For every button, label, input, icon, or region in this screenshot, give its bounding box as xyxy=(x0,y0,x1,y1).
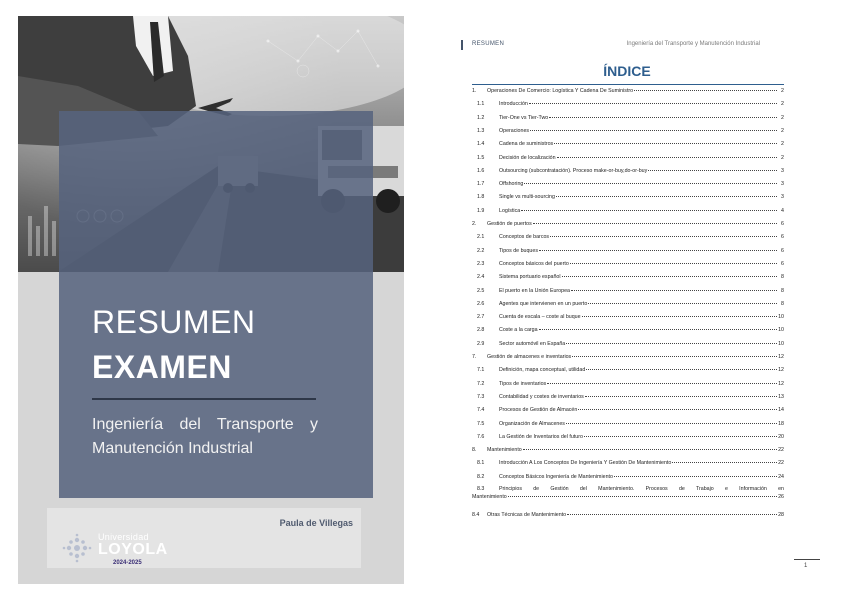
toc-leader-dots xyxy=(539,250,777,251)
toc-leader-dots xyxy=(566,423,777,424)
toc-entry[interactable] xyxy=(472,181,784,191)
toc-entry-title: Conceptos de barcos xyxy=(499,234,550,241)
toc-entry[interactable] xyxy=(472,512,784,522)
toc-leader-dots xyxy=(508,496,777,497)
toc-entry-page: 2 xyxy=(781,88,784,94)
toc-entry-number: 8.1 xyxy=(477,460,485,467)
toc-entry-page: 2 xyxy=(781,154,784,161)
toc-entry-page: 14 xyxy=(778,407,784,414)
toc-entry-title: Sector automóvil en España xyxy=(499,340,566,347)
toc-entry-title: Operaciones De Comercio: Logística Y Cadena De Suministro xyxy=(487,88,634,94)
logo-universidad-text: Universidad xyxy=(98,532,149,542)
toc-leader-dots xyxy=(554,143,777,144)
toc-entry-title: Mantenimiento xyxy=(487,447,522,454)
toc-entry-number: 1.5 xyxy=(477,154,485,161)
toc-entry-title: Definición, mapa conceptual, utilidad xyxy=(499,367,586,374)
toc-leader-dots xyxy=(586,369,777,370)
toc-entry-title: Agentes que intervienen en un puerto xyxy=(499,300,588,307)
toc-entry-title: Offshoring xyxy=(499,181,524,188)
toc-leader-dots xyxy=(582,316,777,317)
toc-entry[interactable] xyxy=(472,288,784,298)
toc-entry-title: Contabilidad y costes de inventarios xyxy=(499,393,584,400)
toc-entry-number: 2.7 xyxy=(477,314,485,321)
toc-entry-number: 1.7 xyxy=(477,181,485,188)
toc-entry-number: 1.2 xyxy=(477,114,485,121)
toc-entry-page: 24 xyxy=(778,473,784,480)
toc-entry-number: 2.8 xyxy=(477,327,485,334)
toc-entry-page: 12 xyxy=(778,367,784,374)
toc-entry-number: 2.6 xyxy=(477,300,485,307)
toc-leader-dots xyxy=(549,117,777,118)
toc-entry[interactable] xyxy=(472,341,784,351)
toc-leader-dots xyxy=(588,303,777,304)
toc-entry-page: 6 xyxy=(781,247,784,254)
toc-entry-number: 1.1 xyxy=(477,101,485,108)
toc-leader-dots xyxy=(533,223,777,224)
toc-entry-page: 8 xyxy=(781,287,784,294)
toc-entry-number: 2.9 xyxy=(477,340,485,347)
toc-entry-page: 2 xyxy=(781,127,784,134)
toc-entry-page: 20 xyxy=(778,433,784,440)
toc-leader-dots xyxy=(557,157,777,158)
toc-title: ÍNDICE xyxy=(603,63,651,79)
toc-leader-dots xyxy=(648,170,777,171)
cover-page xyxy=(18,16,404,584)
toc-entry[interactable] xyxy=(472,234,784,244)
toc-entry-number: 7.4 xyxy=(477,407,485,414)
header-right: Ingeniería del Transporte y Manutención Industrial xyxy=(626,41,760,47)
toc-entry-title: Tier-One vs Tier-Two xyxy=(499,114,549,121)
toc-entry-title: Decisión de localización xyxy=(499,154,556,161)
toc-entry[interactable] xyxy=(472,407,784,417)
toc-entry-title: Gestión de puertos xyxy=(487,221,532,227)
toc-entry-number: 7.1 xyxy=(477,367,485,374)
toc-leader-dots xyxy=(614,476,777,477)
toc-leader-dots xyxy=(634,90,777,91)
toc-entry-number: 2.5 xyxy=(477,287,485,294)
toc-entry-number: 1.9 xyxy=(477,207,485,214)
toc-entry-page: 28 xyxy=(778,512,784,519)
toc-entry-page: 2 xyxy=(781,101,784,108)
toc-entry[interactable] xyxy=(472,221,784,231)
toc-entry-title: Introducción A Los Conceptos De Ingeniería Y Gestión De Mantenimiento xyxy=(499,460,672,467)
toc-leader-dots xyxy=(570,263,777,264)
toc-entry[interactable] xyxy=(472,274,784,284)
cover-subtitle: Ingeniería del Transporte y Manutención Industrial xyxy=(92,416,318,457)
logo-name-text: LOYOLA xyxy=(98,541,168,558)
cover-footer xyxy=(47,508,361,568)
toc-entry-page: 3 xyxy=(781,194,784,201)
toc-entry-number: 2.4 xyxy=(477,274,485,281)
toc-entry-number: 7.6 xyxy=(477,433,485,440)
toc-entry-number: 7. xyxy=(472,354,477,360)
toc-entry-page: 10 xyxy=(778,314,784,321)
toc-leader-dots xyxy=(539,329,777,330)
toc-entry-number: 1.4 xyxy=(477,141,485,148)
toc-entry-page: 6 xyxy=(781,221,784,227)
toc-entry[interactable] xyxy=(472,101,784,111)
toc-entry[interactable] xyxy=(472,301,784,311)
toc-title-rule xyxy=(472,84,784,85)
toc-entry[interactable] xyxy=(472,327,784,337)
toc-entry-number: 7.2 xyxy=(477,380,485,387)
toc-leader-dots xyxy=(567,514,777,515)
toc-entry-page: 2 xyxy=(781,114,784,121)
toc-entry-number: 7.5 xyxy=(477,420,485,427)
toc-entry-page: 22 xyxy=(778,460,784,467)
toc-entry-page: 8 xyxy=(781,300,784,307)
university-logo xyxy=(60,531,175,567)
toc-entry-title: Principios de Gestión del Mantenimiento. Procesos de Trabajo e Información en xyxy=(499,486,784,492)
cover-title-line1: RESUMEN xyxy=(92,304,256,340)
toc-entry-number: 1.8 xyxy=(477,194,485,201)
toc-entry[interactable] xyxy=(472,194,784,204)
logo-year-text: 2024-2025 xyxy=(113,560,142,566)
toc-entry-title: Logística xyxy=(499,207,521,214)
toc-entry-title: Procesos de Gestión de Almacén xyxy=(499,407,578,414)
toc-entry-title: Coste a la carga xyxy=(499,327,538,334)
toc-entry-title: Tipos de buques xyxy=(499,247,538,254)
toc-entry-number: 2.1 xyxy=(477,234,485,241)
toc-leader-dots xyxy=(556,196,777,197)
toc-entry[interactable] xyxy=(472,394,784,404)
toc-entry-page: 6 xyxy=(781,260,784,267)
toc-entry-page: 8 xyxy=(781,274,784,281)
toc-entry-page: 10 xyxy=(778,327,784,334)
cover-title-line2: EXAMEN xyxy=(92,349,232,385)
toc-entry[interactable] xyxy=(472,434,784,444)
toc-entry-number: 2.3 xyxy=(477,260,485,267)
toc-entry-page: 18 xyxy=(778,420,784,427)
toc-entry[interactable] xyxy=(472,115,784,125)
toc-entry[interactable] xyxy=(472,474,784,484)
toc-entry-title: Introducción xyxy=(499,101,528,108)
toc-entry-page: 22 xyxy=(778,447,784,454)
toc-entry[interactable] xyxy=(472,367,784,377)
toc-entry[interactable] xyxy=(472,314,784,324)
toc-entry-page: 6 xyxy=(781,234,784,241)
toc-entry[interactable] xyxy=(472,354,784,364)
toc-entry[interactable] xyxy=(472,88,784,98)
toc-leader-dots xyxy=(547,383,777,384)
cover-divider xyxy=(92,398,316,400)
toc-entry-title: Conceptos Básicos Ingeniería de Mantenimiento xyxy=(499,473,613,480)
toc-entry-title: Cuenta de escala – coste al buque xyxy=(499,314,581,321)
toc-entry-title: Organización de Almacenes xyxy=(499,420,565,427)
toc-entry-number: 8.2 xyxy=(477,473,485,480)
toc-leader-dots xyxy=(584,436,777,437)
toc-entry-title: El puerto en la Unión Europea xyxy=(499,287,570,294)
toc-entry-number: 8.3 xyxy=(477,486,485,492)
toc-entry-title: Operaciones xyxy=(499,127,530,134)
toc-entry-title: La Gestión de Inventarios del futuro xyxy=(499,433,583,440)
toc-entry-number: 7.3 xyxy=(477,393,485,400)
toc-leader-dots xyxy=(524,183,777,184)
header-left: RESUMEN xyxy=(472,41,505,47)
toc-entry-page: 26 xyxy=(778,494,784,500)
toc-entry-title: Cadena de suministros xyxy=(499,141,554,148)
toc-entry-page: 4 xyxy=(781,207,784,214)
toc-leader-dots xyxy=(571,290,777,291)
toc-leader-dots xyxy=(523,449,777,450)
toc-leader-dots xyxy=(562,276,777,277)
toc-entry-title: Outsourcing (subcontratación). Proceso make-or-buy,do-or-buy xyxy=(499,167,648,174)
toc-entry[interactable] xyxy=(472,168,784,178)
toc-entry-title: Otras Técnicas de Mantenimiento xyxy=(487,512,567,519)
toc-leader-dots xyxy=(550,236,777,237)
toc-entry[interactable] xyxy=(472,248,784,258)
cover-author: Paula de Villegas xyxy=(279,518,353,528)
toc-entry-page: 2 xyxy=(781,141,784,148)
toc-entry[interactable] xyxy=(472,141,784,151)
toc-leader-dots xyxy=(585,396,777,397)
header-accent-bar xyxy=(461,40,463,50)
toc-entry-title: Tipos de inventarios xyxy=(499,380,547,387)
toc-entry-title: Single vs multi-sourcing xyxy=(499,194,555,201)
toc-leader-dots xyxy=(578,409,777,410)
toc-leader-dots xyxy=(672,462,777,463)
toc-entry-title: Gestión de almacenes e inventarios xyxy=(487,354,572,360)
toc-leader-dots xyxy=(521,210,777,211)
toc-entry[interactable] xyxy=(472,381,784,391)
toc-entry-number: 2. xyxy=(472,221,477,227)
toc-entry[interactable] xyxy=(472,128,784,138)
toc-entry-number: 1. xyxy=(472,88,477,94)
page-number: 1 xyxy=(804,563,808,569)
toc-entry-page: 12 xyxy=(778,380,784,387)
logo-emblem-icon xyxy=(60,533,94,563)
toc-entry-title: Conceptos básicos del puerto xyxy=(499,260,569,267)
toc-entry[interactable] xyxy=(472,261,784,271)
toc-entry[interactable] xyxy=(472,155,784,165)
toc-entry-number: 1.3 xyxy=(477,127,485,134)
toc-leader-dots xyxy=(572,356,777,357)
toc-entry-title-continued: Mantenimiento xyxy=(472,494,507,500)
toc-entry[interactable] xyxy=(472,460,784,470)
toc-entry-number: 2.2 xyxy=(477,247,485,254)
footer-rule xyxy=(794,559,820,560)
toc-entry-page: 10 xyxy=(778,340,784,347)
toc-entry-number: 8.4 xyxy=(472,512,480,519)
toc-entry-page: 12 xyxy=(778,354,784,360)
toc-entry-page: 3 xyxy=(781,167,784,174)
toc-entry-page: 13 xyxy=(778,393,784,400)
toc-entry-page: 3 xyxy=(781,181,784,188)
toc-leader-dots xyxy=(530,130,777,131)
toc-entry[interactable] xyxy=(472,447,784,457)
toc-entry-number: 1.6 xyxy=(477,167,485,174)
index-page xyxy=(442,16,832,584)
toc-entry-number: 8. xyxy=(472,447,477,454)
toc-entry[interactable] xyxy=(472,485,784,501)
toc-entry[interactable] xyxy=(472,421,784,431)
toc-leader-dots xyxy=(566,343,777,344)
toc-entry-title: Sistema portuario español xyxy=(499,274,561,281)
toc-entry[interactable] xyxy=(472,208,784,218)
toc-leader-dots xyxy=(529,103,777,104)
